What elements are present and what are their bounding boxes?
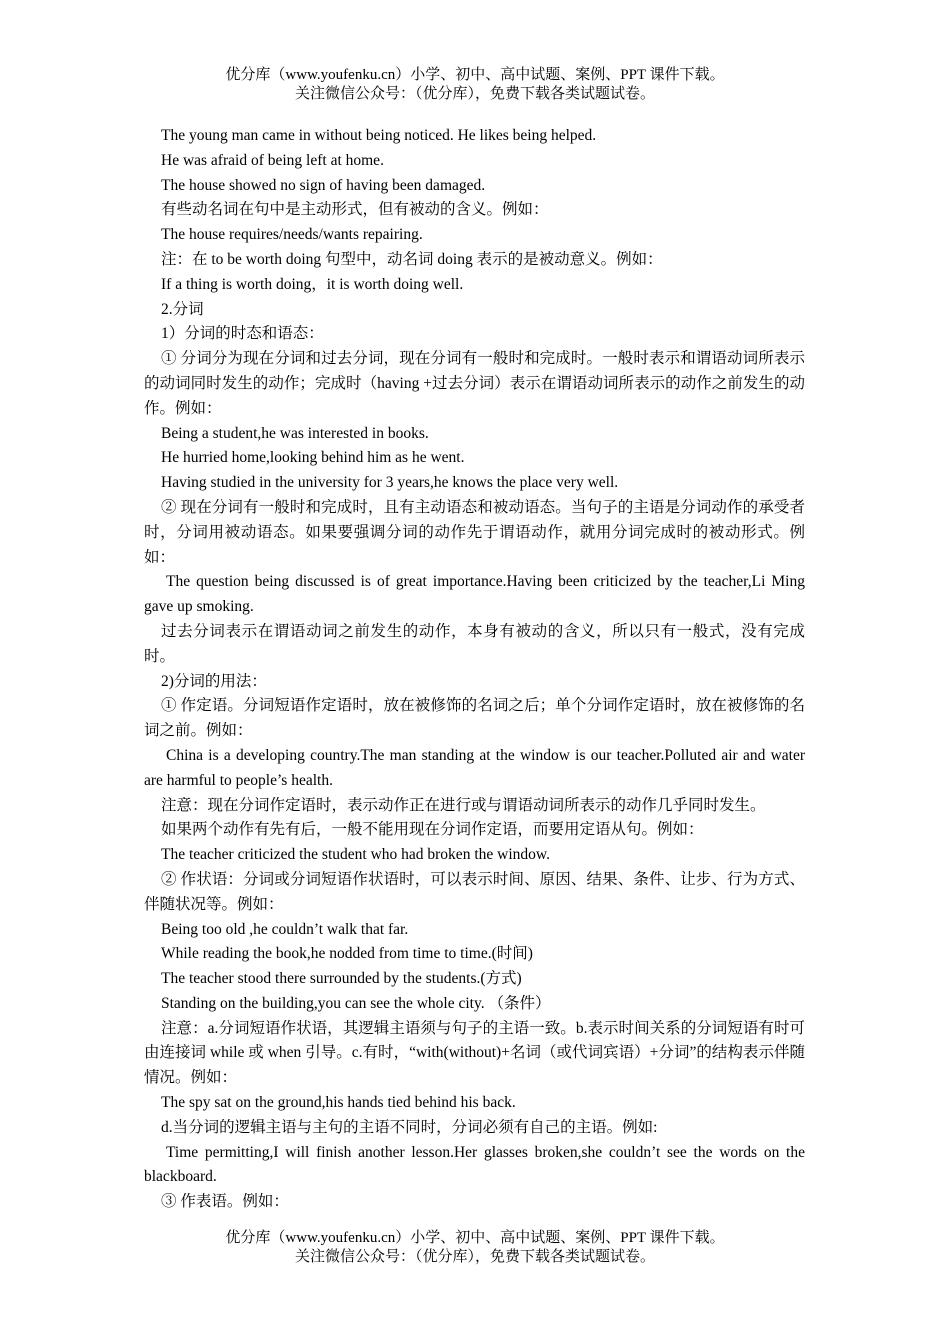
paragraph: The young man came in without being noticed. He likes being helped. <box>161 127 597 144</box>
paragraph: ② 现在分词有一般时和完成时，且有主动语态和被动语态。当句子的主语是分词动作的承受者时，分词用被动语态。如果要强调分词的动作先于谓语动作，就用分词完成时的被动形式。例如： <box>144 498 805 566</box>
paragraph: The house requires/needs/wants repairing. <box>161 226 423 244</box>
paragraph: Time permitting,I will finish another lesson.Her glasses broken,she couldn’t see the words on the blackboard. <box>144 1143 805 1186</box>
paragraph: ① 作定语。分词短语作定语时，放在被修饰的名词之后；单个分词作定语时，放在被修饰的名词之前。例如： <box>144 697 805 740</box>
footer-line-2: 关注微信公众号：（优分库），免费下载各类试题试卷。 <box>294 1249 655 1265</box>
paragraph: The house showed no sign of having been damaged. <box>161 176 486 194</box>
footer-line-1: 优分库（www.youfenku.cn）小学、初中、高中试题、案例、PPT 课件下载。 <box>225 1230 725 1246</box>
paragraph: Being too old ,he couldn’t walk that far. <box>161 920 409 938</box>
paragraph: He was afraid of being left at home. <box>161 151 384 169</box>
header-line-1: 优分库（www.youfenku.cn）小学、初中、高中试题、案例、PPT 课件下载。 <box>225 67 725 83</box>
paragraph: 如果两个动作有先有后，一般不能用现在分词作定语，而要用定语从句。例如： <box>161 821 704 839</box>
subsection-heading: 1）分词的时态和语态： <box>161 325 324 343</box>
paragraph: 注意：a.分词短语作状语，其逻辑主语须与句子的主语一致。b.表示时间关系的分词短语有时可由连接词 while 或 when 引导。c.有时，“with(without)+名词（或代词宾语）+分词”的结构表示伴随情况。例如： <box>144 1019 805 1087</box>
paragraph: The teacher stood there surrounded by the students.(方式) <box>161 970 522 988</box>
header-line-2: 关注微信公众号：（优分库），免费下载各类试题试卷。 <box>294 86 655 102</box>
paragraph: 有些动名词在句中是主动形式，但有被动的含义。例如： <box>161 201 549 219</box>
section-heading: 2.分词 <box>161 300 204 318</box>
document-body <box>144 124 805 1215</box>
paragraph: 注意：现在分词作定语时，表示动作正在进行或与谓语动词所表示的动作几乎同时发生。 <box>161 796 766 814</box>
paragraph: The question being discussed is of great importance.Having been criticized by the teacher,Li Ming gave up smoking. <box>144 573 805 616</box>
subsection-heading: 2)分词的用法： <box>161 672 267 690</box>
paragraph: ① 分词分为现在分词和过去分词，现在分词有一般时和完成时。一般时表示和谓语动词所表示的动词同时发生的动作；完成时（having +过去分词）表示在谓语动词所表示的动作之前发生的动作。例如： <box>144 350 805 417</box>
page-footer <box>0 1229 950 1267</box>
page-header <box>0 66 950 104</box>
paragraph: 过去分词表示在谓语动词之前发生的动作，本身有被动的含义，所以只有一般式，没有完成时。 <box>144 622 805 665</box>
paragraph: Having studied in the university for 3 years,he knows the place very well. <box>161 474 619 492</box>
paragraph: ② 作状语：分词或分词短语作状语时，可以表示时间、原因、结果、条件、让步、行为方式、伴随状况等。例如： <box>144 870 805 913</box>
paragraph: He hurried home,looking behind him as he went. <box>161 449 465 467</box>
paragraph: ③ 作表语。例如： <box>161 1193 289 1211</box>
paragraph: While reading the book,he nodded from time to time.(时间) <box>161 945 533 963</box>
paragraph: 注：在 to be worth doing 句型中，动名词 doing 表示的是被动意义。例如： <box>161 250 663 268</box>
paragraph: Being a student,he was interested in books. <box>161 424 429 442</box>
paragraph: China is a developing country.The man standing at the window is our teacher.Polluted air and water are harmful to people’s health. <box>144 746 805 789</box>
paragraph: Standing on the building,you can see the whole city. （条件） <box>161 994 551 1012</box>
paragraph: The spy sat on the ground,his hands tied behind his back. <box>161 1094 516 1112</box>
paragraph: The teacher criticized the student who had broken the window. <box>161 846 550 864</box>
paragraph: If a thing is worth doing，it is worth doing well. <box>161 275 464 293</box>
paragraph: d.当分词的逻辑主语与主句的主语不同时，分词必须有自己的主语。例如: <box>161 1118 658 1136</box>
